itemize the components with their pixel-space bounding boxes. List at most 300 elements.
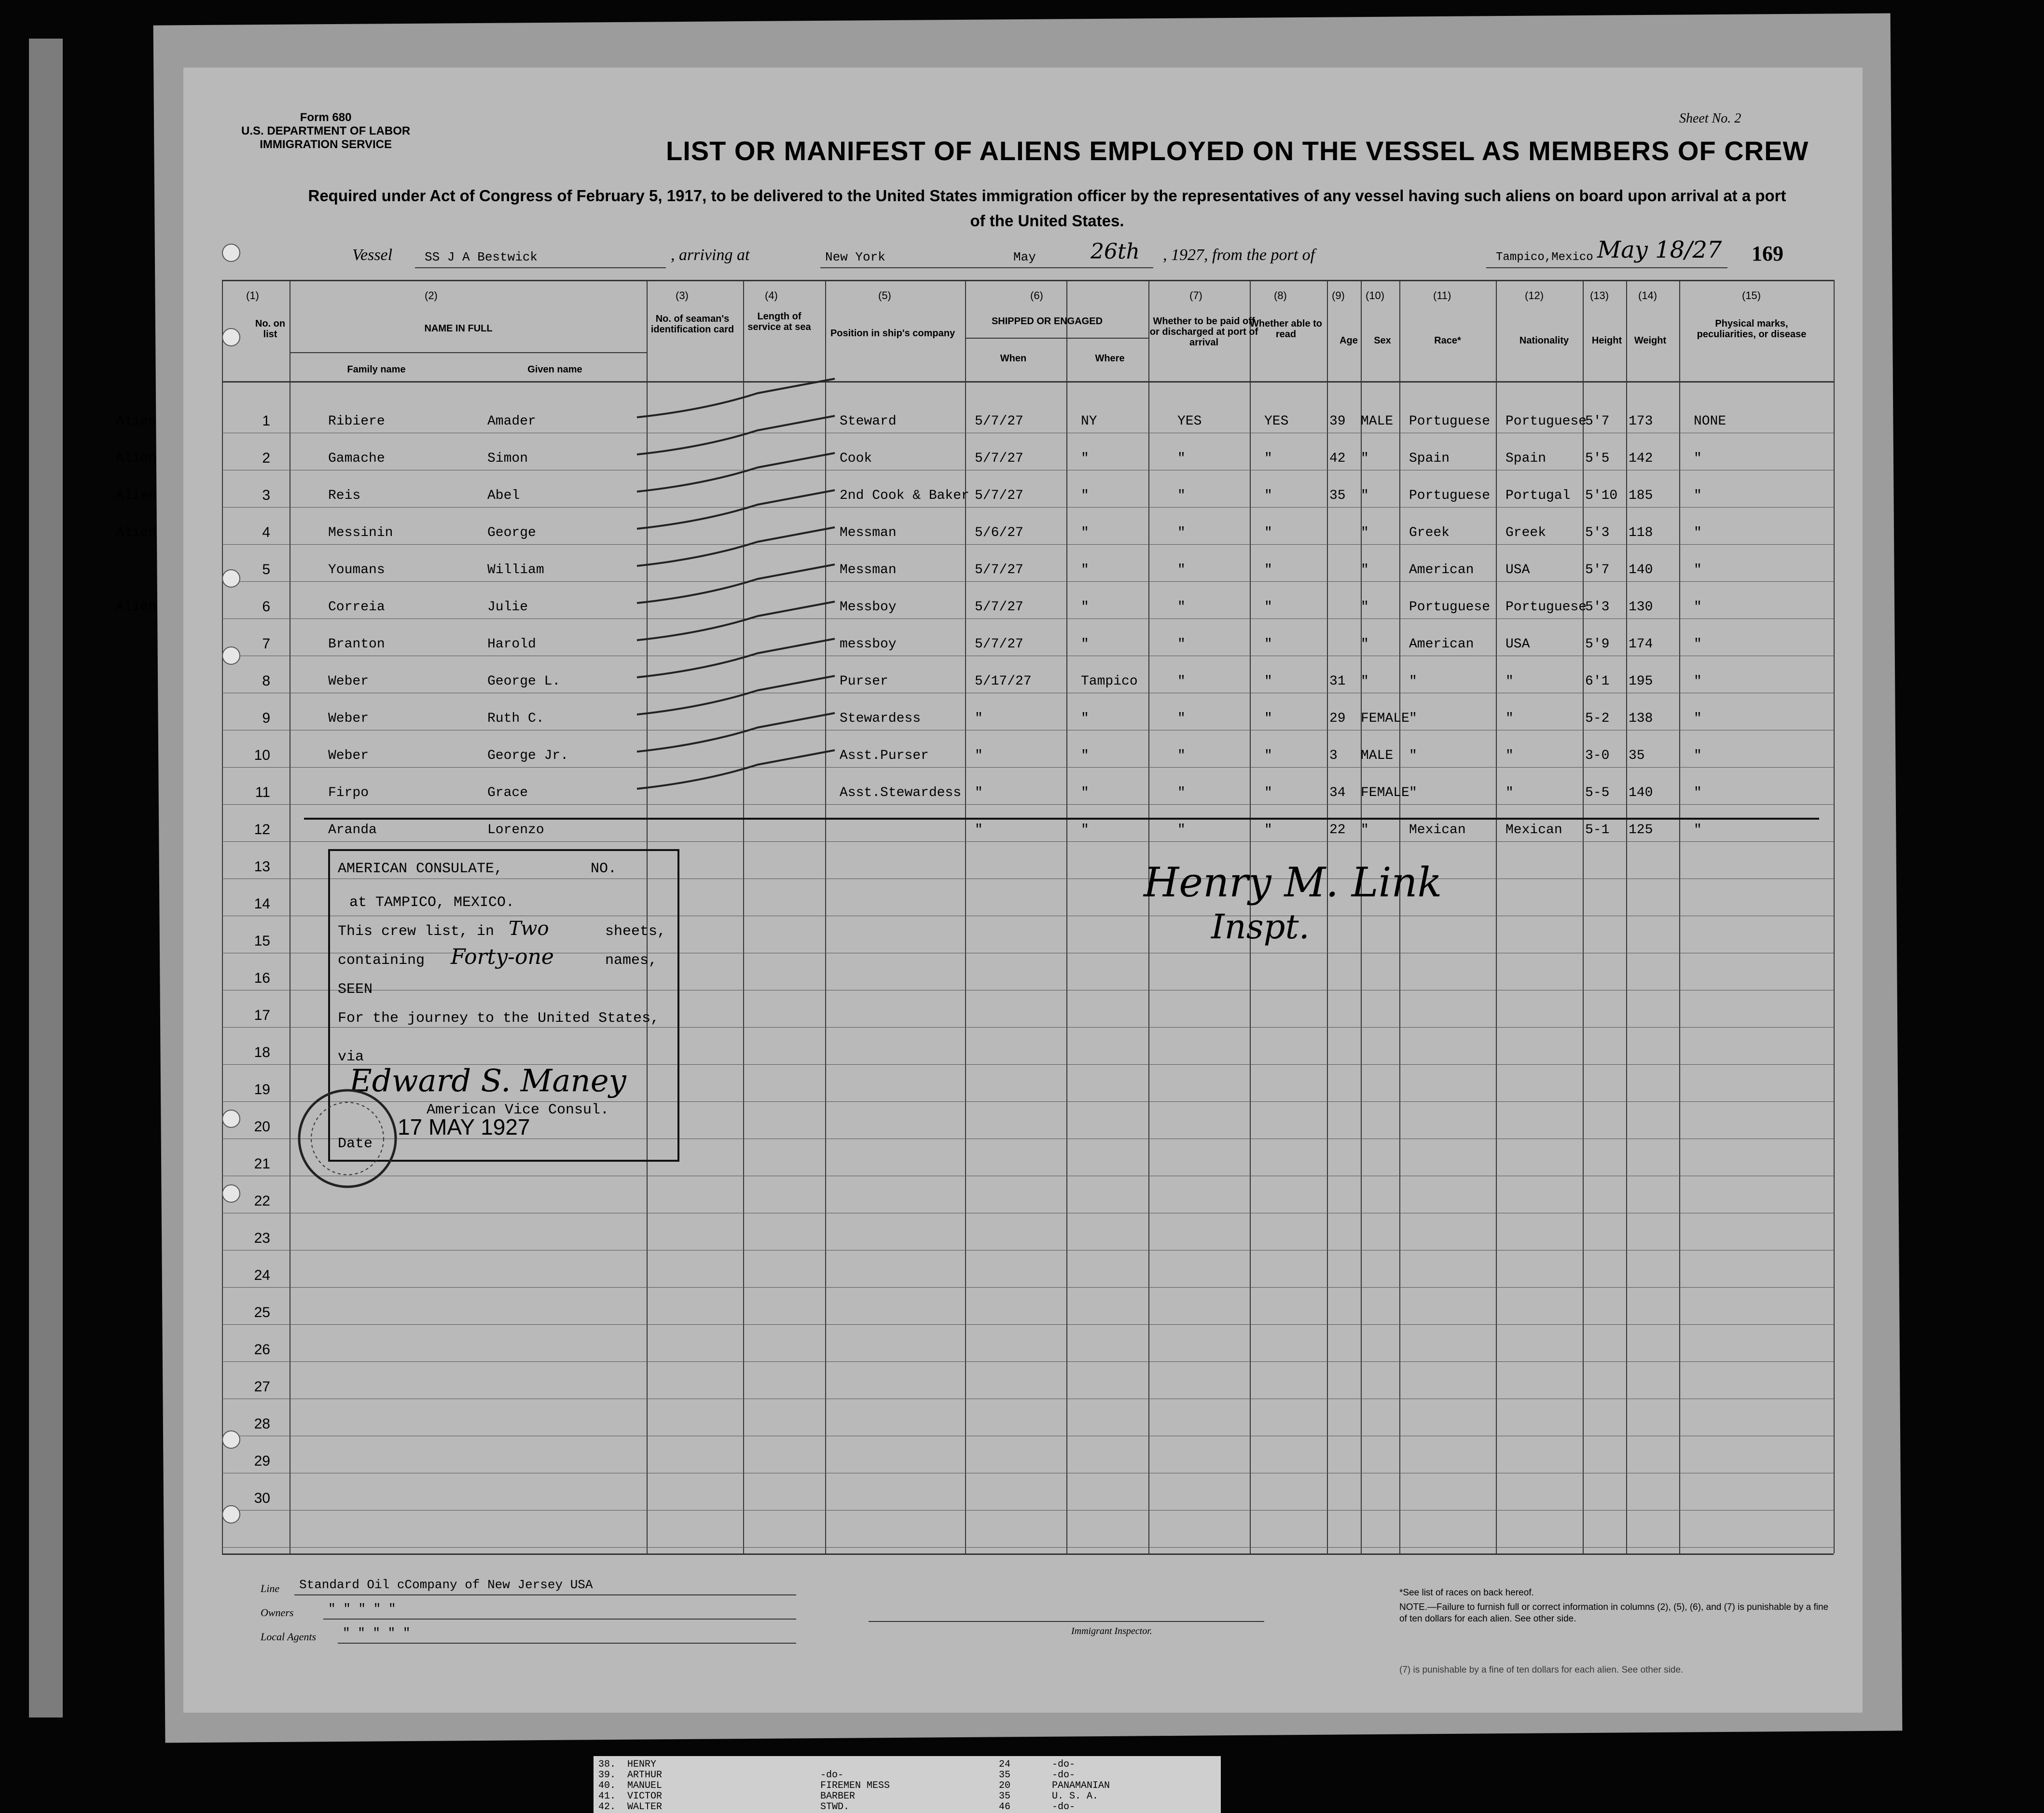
cell-when: 5/7/27 (975, 488, 1023, 503)
strip-no: 39. (598, 1770, 616, 1781)
strip-nat: PANAMANIAN (1052, 1780, 1110, 1791)
cell-when: 5/7/27 (975, 451, 1023, 466)
footer-owners-value: " " " " " (328, 1602, 396, 1616)
cell-height: 5-5 (1585, 785, 1610, 800)
cell-sex: " (1361, 488, 1369, 503)
cell-height: 5'7 (1585, 414, 1610, 429)
cell-weight: 195 (1629, 674, 1653, 689)
empty-row-number: 17 (254, 1007, 270, 1023)
cell-paid: " (1177, 600, 1186, 615)
cell-age: 42 (1329, 451, 1346, 466)
column-divider (1361, 280, 1362, 1553)
row-number: 5 (262, 562, 270, 577)
cell-sex: MALE (1361, 748, 1394, 763)
cell-sex: " (1361, 525, 1369, 540)
row-rule (222, 507, 1834, 508)
row-number: 2 (262, 450, 270, 466)
cell-position: Asst.Purser (840, 748, 929, 763)
column-number: (10) (1366, 289, 1385, 302)
stamp-names-count: Forty-one (451, 945, 554, 969)
strip-nat: -do- (1052, 1770, 1076, 1781)
cell-when: " (975, 748, 983, 763)
cell-paid: " (1177, 563, 1186, 577)
table-bottom-border (222, 1553, 1834, 1555)
footer-owners-label: Owners (261, 1607, 294, 1619)
cell-family: Youmans (328, 563, 385, 577)
cell-given: Amader (487, 414, 536, 429)
strip-name: VICTOR (627, 1791, 663, 1802)
arriving-label: , arriving at (671, 246, 750, 264)
cell-race: Portuguese (1409, 488, 1491, 503)
column-divider (1066, 280, 1067, 1553)
cell-given: George L. (487, 674, 561, 689)
cell-weight: 125 (1629, 823, 1653, 838)
empty-row-number: 29 (254, 1453, 270, 1469)
sheet-number (1679, 111, 1741, 126)
id-card-dash (637, 602, 835, 640)
sheet-value: 2 (1734, 111, 1741, 126)
table-header-border (222, 381, 1834, 383)
header-where: Where (1095, 353, 1125, 364)
cell-age: 39 (1329, 414, 1346, 429)
port-underline (820, 267, 1004, 268)
cell-position: Messman (840, 525, 897, 540)
punch-hole (222, 1505, 240, 1524)
cell-paid: YES (1177, 414, 1202, 429)
row-rule (222, 841, 1834, 842)
cell-weight: 35 (1629, 748, 1645, 763)
cell-sex: MALE (1361, 414, 1394, 429)
strip-age: 20 (999, 1780, 1011, 1791)
row-rule (222, 1324, 1834, 1325)
cell-marks: " (1694, 525, 1702, 540)
column-divider (1399, 280, 1400, 1553)
cell-weight: 138 (1629, 711, 1653, 726)
footer-line-value: Standard Oil cCompany of New Jersey USA (299, 1578, 593, 1592)
cell-sex: " (1361, 600, 1369, 615)
footer-inspector-label: Immigrant Inspector. (1071, 1626, 1152, 1636)
empty-row-number: 15 (254, 933, 270, 949)
cell-race: " (1409, 785, 1417, 800)
cell-position: Steward (840, 414, 897, 429)
strip-no: 42. (598, 1801, 616, 1813)
cell-sex: " (1361, 674, 1369, 689)
cell-paid: " (1177, 637, 1186, 652)
cell-family: Messinin (328, 525, 393, 540)
manifest-number: 169 (1752, 242, 1783, 265)
id-card-dash (637, 639, 835, 677)
cell-race: American (1409, 637, 1474, 652)
row-number: 3 (262, 487, 270, 503)
empty-row-number: 14 (254, 896, 270, 912)
cell-position: Messboy (840, 600, 897, 615)
id-card-dash (637, 490, 835, 529)
column-divider (1496, 280, 1497, 1553)
punch-hole (222, 569, 240, 588)
id-card-dash (637, 564, 835, 603)
strip-nat: -do- (1052, 1759, 1076, 1770)
header-no-on-list: No. on list (255, 318, 286, 340)
from-port-underline (1486, 267, 1727, 268)
column-number: (7) (1189, 289, 1202, 302)
row-12-strikethrough (304, 818, 1819, 820)
stamp-no-label: NO. (591, 861, 617, 877)
stamp-via: via (338, 1049, 364, 1065)
strip-pos: -do- (820, 1770, 844, 1781)
cell-where: NY (1081, 414, 1097, 429)
cell-position: Messman (840, 563, 897, 577)
date-underline (1004, 267, 1153, 268)
column-number: (3) (676, 289, 689, 302)
row-status: Alien (116, 451, 157, 466)
vessel-underline (415, 267, 666, 268)
empty-row-number: 22 (254, 1193, 270, 1209)
id-card-dash (637, 453, 835, 492)
empty-row-number: 23 (254, 1230, 270, 1246)
empty-row-number: 19 (254, 1082, 270, 1098)
cell-race: " (1409, 674, 1417, 689)
cell-sex: " (1361, 563, 1369, 577)
cell-race: Portuguese (1409, 414, 1491, 429)
stamp-containing-label: containing (338, 952, 425, 969)
cell-when: " (975, 711, 983, 726)
cell-height: 5'3 (1585, 525, 1610, 540)
strip-pos: BARBER (820, 1791, 856, 1802)
id-card-dash-marks (632, 376, 844, 859)
strip-age: 35 (999, 1791, 1011, 1802)
attached-strip (594, 1756, 1221, 1813)
cell-where: " (1081, 525, 1089, 540)
department-name: U.S. DEPARTMENT OF LABOR (241, 124, 411, 137)
cell-weight: 140 (1629, 785, 1653, 800)
strip-age: 24 (999, 1759, 1011, 1770)
strip-pos: STWD. (820, 1801, 850, 1813)
row-status: Alien (116, 600, 157, 615)
row-number: 10 (254, 747, 270, 763)
cell-sex: " (1361, 637, 1369, 652)
column-divider (1148, 280, 1149, 1553)
cell-marks: NONE (1694, 414, 1726, 429)
row-rule (222, 1287, 1834, 1288)
cell-marks: " (1694, 451, 1702, 466)
cell-read: " (1264, 488, 1272, 503)
manifest-sheet (116, 68, 1863, 1713)
id-card-dash (637, 676, 835, 714)
row-rule (222, 1510, 1834, 1511)
cell-position: Purser (840, 674, 888, 689)
cell-weight: 173 (1629, 414, 1653, 429)
cell-given: Julie (487, 600, 528, 615)
punch-hole (222, 1430, 240, 1449)
cell-marks: " (1694, 711, 1702, 726)
header-given-name: Given name (527, 364, 582, 375)
cell-family: Correia (328, 600, 385, 615)
column-divider (222, 280, 223, 1553)
punch-hole (222, 646, 240, 665)
header-length-service: Length of service at sea (747, 311, 811, 332)
column-divider (1834, 280, 1835, 1553)
cell-given: George Jr. (487, 748, 569, 763)
cell-read: " (1264, 823, 1272, 838)
row-status: Alien (116, 414, 157, 429)
row-number: 6 (262, 599, 270, 615)
cell-marks: " (1694, 823, 1702, 838)
row-number: 1 (262, 413, 270, 429)
column-number: (1) (246, 289, 259, 302)
column-number: (6) (1030, 289, 1043, 302)
cell-marks: " (1694, 600, 1702, 615)
cell-race: Spain (1409, 451, 1450, 466)
strip-no: 40. (598, 1780, 616, 1791)
cell-paid: " (1177, 711, 1186, 726)
row-number: 11 (255, 784, 270, 800)
id-card-dash (637, 379, 835, 417)
strip-nat: U. S. A. (1052, 1791, 1099, 1802)
empty-row-number: 21 (254, 1156, 270, 1172)
cell-read: " (1264, 785, 1272, 800)
footer-agents-underline (338, 1643, 796, 1644)
cell-read: " (1264, 563, 1272, 577)
cell-race: " (1409, 748, 1417, 763)
row-rule (222, 618, 1834, 619)
cell-marks: " (1694, 637, 1702, 652)
cell-age: 22 (1329, 823, 1346, 838)
cell-weight: 130 (1629, 600, 1653, 615)
column-number: (14) (1638, 289, 1657, 302)
stamp-sheets-label: sheets, (605, 923, 666, 940)
stamp-consulate: AMERICAN CONSULATE, (338, 861, 503, 877)
cell-family: Weber (328, 674, 369, 689)
inspector-signature: Henry M. Link (1144, 859, 1442, 906)
row-rule (222, 581, 1834, 582)
cell-where: " (1081, 711, 1089, 726)
cell-read: " (1264, 525, 1272, 540)
cell-read: " (1264, 748, 1272, 763)
cell-where: " (1081, 748, 1089, 763)
cell-given: George (487, 525, 536, 540)
cell-given: William (487, 563, 544, 577)
cell-nationality: Portuguese (1505, 600, 1587, 615)
vessel-name: SS J A Bestwick (425, 250, 538, 264)
stamp-sheets-count: Two (509, 918, 549, 940)
cell-position: Cook (840, 451, 872, 466)
cell-height: 5'10 (1585, 488, 1618, 503)
header-id-card: No. of seaman's identification card (650, 314, 734, 335)
cell-sex: " (1361, 451, 1369, 466)
stamp-journey: For the journey to the United States, (338, 1010, 660, 1027)
column-number: (12) (1525, 289, 1544, 302)
row-number: 7 (262, 636, 270, 652)
header-race: Race* (1434, 335, 1461, 346)
stamp-vice-consul: American Vice Consul. (427, 1102, 609, 1118)
empty-row-number: 13 (254, 859, 270, 875)
column-number: (9) (1332, 289, 1345, 302)
strip-age: 46 (999, 1801, 1011, 1813)
footer-line-label: Line (261, 1582, 280, 1594)
cell-family: Branton (328, 637, 385, 652)
punch-hole (222, 1184, 240, 1203)
footer-owners-underline (323, 1619, 796, 1620)
empty-row-number: 20 (254, 1119, 270, 1135)
cell-sex: FEMALE (1361, 711, 1409, 726)
cell-age: 3 (1329, 748, 1338, 763)
strip-age: 35 (999, 1770, 1011, 1781)
cell-paid: " (1177, 674, 1186, 689)
cell-height: 5'5 (1585, 451, 1610, 466)
cell-when: 5/6/27 (975, 525, 1023, 540)
header-family-name: Family name (347, 364, 406, 375)
header-sex: Sex (1374, 335, 1391, 346)
cell-when: " (975, 823, 983, 838)
punch-hole (222, 244, 240, 262)
cell-nationality: Portugal (1505, 488, 1571, 503)
cell-weight: 142 (1629, 451, 1653, 466)
column-number: (11) (1433, 289, 1451, 302)
arrival-month: May (1013, 250, 1036, 264)
strip-pos: FIREMEN MESS (820, 1780, 890, 1791)
cell-given: Simon (487, 451, 528, 466)
cell-family: Aranda (328, 823, 377, 838)
stamp-location: at TAMPICO, MEXICO. (349, 894, 515, 911)
footer-agents-label: Local Agents (261, 1631, 317, 1643)
cell-when: 5/17/27 (975, 674, 1032, 689)
cell-age: 34 (1329, 785, 1346, 800)
cell-family: Ribiere (328, 414, 385, 429)
cell-family: Reis (328, 488, 361, 503)
cell-height: 5-2 (1585, 711, 1610, 726)
punch-hole (222, 1110, 240, 1128)
cell-weight: 140 (1629, 563, 1653, 577)
row-number: 4 (262, 524, 270, 540)
vessel-label: Vessel (352, 246, 393, 264)
service-name: IMMIGRATION SERVICE (260, 138, 392, 151)
strip-nat: -do- (1052, 1801, 1076, 1813)
empty-row-number: 25 (254, 1305, 270, 1320)
header-age: Age (1340, 335, 1358, 346)
header-position: Position in ship's company (830, 328, 955, 339)
column-number: (4) (765, 289, 778, 302)
header-name-in-full: NAME IN FULL (424, 323, 493, 334)
cell-family: Weber (328, 748, 369, 763)
arrival-port: New York (825, 250, 885, 264)
cell-height: 5'7 (1585, 563, 1610, 577)
strip-no: 38. (598, 1759, 616, 1770)
cell-given: Grace (487, 785, 528, 800)
cell-when: 5/7/27 (975, 600, 1023, 615)
footer-note-backside: (7) is punishable by a fine of ten dollars for each alien. See other side. (1399, 1665, 1684, 1675)
previous-page-edge (29, 39, 63, 1717)
id-card-dash (637, 416, 835, 454)
cell-marks: " (1694, 748, 1702, 763)
strip-name: HENRY (627, 1759, 657, 1770)
cell-family: Weber (328, 711, 369, 726)
cell-marks: " (1694, 674, 1702, 689)
cell-read: " (1264, 600, 1272, 615)
header-height: Height (1591, 335, 1622, 346)
strip-name: MANUEL (627, 1780, 663, 1791)
cell-nationality: USA (1505, 637, 1530, 652)
empty-row-number: 16 (254, 970, 270, 986)
arrival-day: 26th (1091, 239, 1140, 264)
row-number: 12 (254, 822, 270, 838)
cell-where: Tampico (1081, 674, 1138, 689)
table-top-border (222, 280, 1834, 281)
subheader-divider (965, 338, 1148, 339)
strip-no: 41. (598, 1791, 616, 1802)
empty-row-number: 18 (254, 1044, 270, 1060)
header-nationality: Nationality (1519, 335, 1569, 346)
cell-read: YES (1264, 414, 1289, 429)
cell-read: " (1264, 711, 1272, 726)
id-card-dash (637, 750, 835, 789)
stamp-names-label: names, (605, 952, 658, 969)
row-number: 9 (262, 710, 270, 726)
cell-where: " (1081, 637, 1089, 652)
cell-where: " (1081, 823, 1089, 838)
cell-nationality: " (1505, 674, 1514, 689)
cell-nationality: " (1505, 785, 1514, 800)
footer-agents-value: " " " " " (343, 1626, 411, 1640)
cell-race: " (1409, 711, 1417, 726)
document-subtitle: Required under Act of Congress of February 5, 1917, to be delivered to the United States immigration officer by the representatives of any vessel having such aliens on board upon arrival at a port of the United States. (308, 187, 1786, 230)
header-weight: Weight (1634, 335, 1667, 346)
column-number: (2) (425, 289, 438, 302)
header-physical-marks: Physical marks, peculiarities, or disease (1697, 318, 1807, 340)
header-paid-off: Whether to be paid off or discharged at port of arrival (1149, 316, 1258, 348)
cell-age: 31 (1329, 674, 1346, 689)
strip-name: WALTER (627, 1801, 663, 1813)
document-title: LIST OR MANIFEST OF ALIENS EMPLOYED ON THE VESSEL AS MEMBERS OF CREW (666, 136, 1809, 166)
punch-hole (222, 328, 240, 346)
cell-family: Gamache (328, 451, 385, 466)
stamp-date-value: 17 MAY 1927 (398, 1114, 530, 1140)
cell-paid: " (1177, 748, 1186, 763)
cell-race: Portuguese (1409, 600, 1491, 615)
column-divider (1327, 280, 1328, 1553)
column-number: (15) (1742, 289, 1761, 302)
cell-nationality: " (1505, 748, 1514, 763)
cell-marks: " (1694, 785, 1702, 800)
stamp-crew-list-label: This crew list, in (338, 923, 495, 940)
cell-where: " (1081, 488, 1089, 503)
cell-weight: 185 (1629, 488, 1653, 503)
cell-when: " (975, 785, 983, 800)
form-number: Form 680 (300, 111, 352, 124)
cell-marks: " (1694, 563, 1702, 577)
footer-note-races: *See list of races on back hereof. (1399, 1588, 1534, 1598)
cell-nationality: Spain (1505, 451, 1547, 466)
cell-sex: " (1361, 823, 1369, 838)
strip-name: ARTHUR (627, 1770, 663, 1781)
cell-nationality: " (1505, 711, 1514, 726)
cell-when: 5/7/27 (975, 637, 1023, 652)
column-number: (8) (1274, 289, 1287, 302)
cell-position: Asst.Stewardess (840, 785, 962, 800)
cell-nationality: USA (1505, 563, 1530, 577)
handwritten-date: May 18/27 (1597, 236, 1722, 263)
column-divider (1679, 280, 1680, 1553)
vice-consul-signature: Edward S. Maney (349, 1063, 626, 1099)
inspector-signature-line (869, 1621, 1264, 1622)
cell-age: 35 (1329, 488, 1346, 503)
cell-position: messboy (840, 637, 897, 652)
cell-paid: " (1177, 451, 1186, 466)
cell-weight: 118 (1629, 525, 1653, 540)
subheader-divider (290, 352, 647, 353)
row-number: 8 (262, 673, 270, 689)
year-from-label: , 1927, from the port of (1163, 246, 1315, 264)
cell-family: Firpo (328, 785, 369, 800)
